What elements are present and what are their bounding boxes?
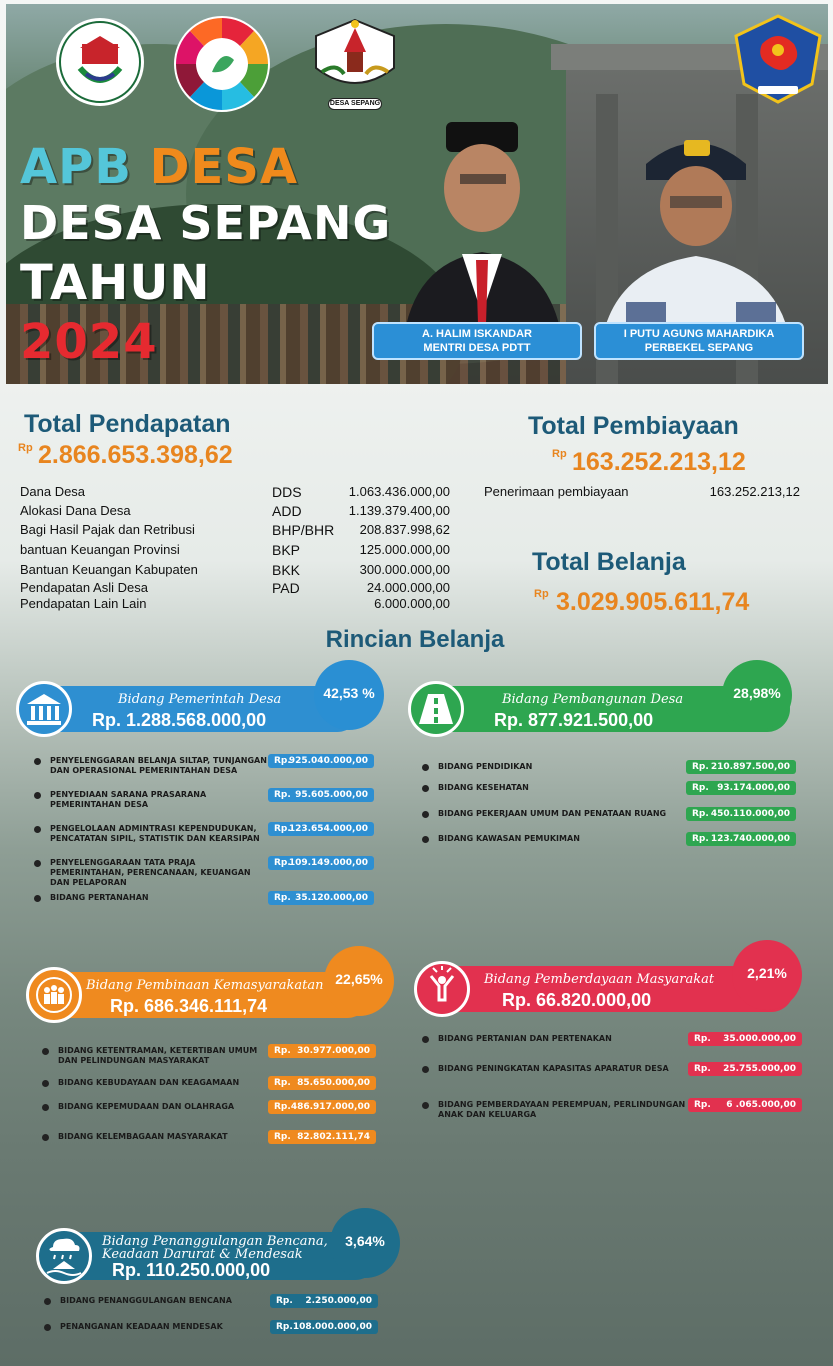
total-belanja-rp: Rp: [534, 588, 549, 600]
minister-title: MENTRI DESA PDTT: [423, 342, 531, 354]
amount-currency: Rp.: [274, 1078, 291, 1088]
kabupaten-buleleng-emblem: [732, 14, 824, 104]
pendapatan-row-name: Alokasi Dana Desa: [20, 503, 131, 518]
amount-value: 6 .065.000,00: [726, 1100, 796, 1110]
total-pembiayaan-label: Total Pembiayaan: [528, 412, 739, 440]
pendapatan-row: [20, 542, 450, 560]
amount-value: 82.802.111,74: [297, 1132, 370, 1142]
amount-value: 109.149.000,00: [288, 858, 368, 868]
belanja-item-amount: [268, 822, 374, 836]
title-line-1: [20, 139, 298, 195]
emblem-caption: DESA SEPANG: [328, 98, 382, 110]
pendapatan-row: [20, 596, 450, 614]
amount-value: 35.120.000,00: [295, 893, 368, 903]
pembiayaan-row-name: Penerimaan pembiayaan: [484, 484, 629, 499]
pendapatan-row-name: Pendapatan Asli Desa: [20, 580, 148, 595]
bullet-icon: [42, 1104, 49, 1111]
belanja-item-label: BIDANG KAWASAN PEMUKIMAN: [438, 834, 580, 843]
section-pemerintahan-pct: 42,53 %: [314, 660, 384, 730]
section-pemberdayaan-amount: Rp. 66.820.000,00: [502, 990, 652, 1010]
amount-value: 486.917.000,00: [290, 1102, 370, 1112]
amount-currency: Rp.: [694, 1064, 711, 1074]
section-pembangunan-pct: 28,98%: [722, 660, 792, 730]
title-line-2: DESA SEPANG: [20, 196, 392, 250]
belanja-item: [422, 1100, 688, 1132]
bullet-icon: [422, 1066, 429, 1073]
pendapatan-row-value: 208.837.998,62: [359, 522, 450, 537]
amount-currency: Rp.: [276, 1322, 293, 1332]
amount-value: 450.110.000,00: [710, 809, 790, 819]
belanja-item-amount: [268, 856, 374, 870]
belanja-item-amount: [270, 1294, 378, 1308]
bullet-icon: [44, 1324, 51, 1331]
belanja-item: [42, 1132, 278, 1164]
belanja-item-label: BIDANG PEMBERDAYAAN PEREMPUAN, PERLINDUNGAN ANAK DAN KELUARGA: [438, 1100, 686, 1119]
pendapatan-row-value: 125.000.000,00: [359, 542, 450, 557]
rincian-belanja-title: Rincian Belanja: [325, 626, 505, 653]
amount-value: 30.977.000,00: [297, 1046, 370, 1056]
belanja-item-label: BIDANG KEPEMUDAAN DAN OLAHRAGA: [58, 1102, 235, 1111]
title-year: 2024: [20, 314, 158, 370]
amount-currency: Rp.: [274, 790, 291, 800]
belanja-item: [42, 1102, 278, 1134]
belanja-item: [42, 1046, 278, 1078]
amount-currency: Rp.: [274, 893, 291, 903]
amount-value: 108.000.000,00: [292, 1322, 372, 1332]
total-belanja-value: 3.029.905.611,74: [556, 588, 750, 616]
amount-currency: Rp.: [274, 1102, 291, 1112]
desa-sepang-emblem: [300, 16, 410, 114]
belanja-item: [44, 1322, 280, 1354]
belanja-item: [34, 756, 272, 788]
belanja-item-amount: [688, 1098, 802, 1112]
amount-value: 123.740.000,00: [710, 834, 790, 844]
bullet-icon: [422, 785, 429, 792]
kemendes-logo: [56, 18, 144, 106]
pendapatan-row-code: BKK: [272, 562, 301, 578]
belanja-item-amount: [268, 891, 374, 905]
belanja-item: [34, 824, 272, 856]
section-pembinaan-pct: 22,65%: [324, 946, 394, 1016]
bullet-icon: [422, 836, 429, 843]
belanja-item-amount: [686, 781, 796, 795]
total-belanja-label: Total Belanja: [532, 548, 686, 576]
section-bencana-amount: Rp. 110.250.000,00: [112, 1260, 271, 1280]
section-pembinaan-amount: Rp. 686.346.111,74: [110, 996, 268, 1016]
pendapatan-row: [20, 503, 450, 521]
amount-currency: Rp.: [692, 762, 709, 772]
belanja-item-label: PENYEDIAAN SARANA PRASARANA PEMERINTAHAN DESA: [50, 790, 207, 809]
perbekel-name-box: [594, 322, 804, 360]
bullet-icon: [422, 764, 429, 771]
amount-value: 35.000.000,00: [723, 1034, 796, 1044]
bullet-icon: [44, 1298, 51, 1305]
amount-currency: Rp.: [692, 809, 709, 819]
pendapatan-row: [20, 522, 450, 540]
section-bencana-name-2: Keadaan Darurat & Mendesak: [102, 1247, 303, 1262]
section-pemberdayaan-pct: 2,21%: [732, 940, 802, 1010]
amount-value: 25.755.000,00: [723, 1064, 796, 1074]
amount-currency: Rp.: [274, 1132, 291, 1142]
amount-value: 85.650.000,00: [297, 1078, 370, 1088]
bullet-icon: [42, 1048, 49, 1055]
belanja-item-label: BIDANG PEKERJAAN UMUM DAN PENATAAN RUANG: [438, 809, 667, 818]
amount-currency: Rp.: [694, 1034, 711, 1044]
community-people-icon: [26, 967, 82, 1023]
government-building-icon: [16, 681, 72, 737]
pendapatan-row-code: BKP: [272, 542, 301, 558]
section-bencana-pct: 3,64%: [330, 1208, 400, 1278]
belanja-item-amount: [268, 754, 374, 768]
belanja-item-label: PENYELENGGARAN BELANJA SILTAP, TUNJANGAN DAN OPERASIONAL PEMERINTAHAN DESA: [50, 756, 267, 775]
belanja-item-amount: [686, 807, 796, 821]
belanja-item-label: PENYELENGGARAAN TATA PRAJA PEMERINTAHAN, PERENCANAAN, KEUANGAN DAN PELAPORAN: [50, 858, 251, 887]
amount-value: 210.897.500,00: [710, 762, 790, 772]
belanja-item-amount: [688, 1032, 802, 1046]
belanja-item-label: PENGELOLAAN ADMINTRASI KEPENDUDUKAN, PENCATATAN SIPIL, STATISTIK DAN KEARSIPAN: [50, 824, 260, 843]
pendapatan-row-value: 6.000.000,00: [374, 596, 450, 611]
bullet-icon: [34, 792, 41, 799]
belanja-item: [34, 790, 272, 822]
section-pemerintahan-amount: Rp. 1.288.568.000,00: [92, 710, 267, 730]
pendapatan-row-code: DDS: [272, 484, 302, 500]
belanja-item-label: BIDANG PENINGKATAN KAPASITAS APARATUR DESA: [438, 1064, 669, 1073]
minister-name-box: [372, 322, 582, 360]
pendapatan-row-name: Pendapatan Lain Lain: [20, 596, 147, 611]
amount-currency: Rp.: [694, 1100, 711, 1110]
bullet-icon: [422, 1102, 429, 1109]
pendapatan-row-name: bantuan Keuangan Provinsi: [20, 542, 180, 557]
section-pembinaan-name: Bidang Pembinaan Kemasyarakatan: [86, 978, 324, 993]
pendapatan-row-name: Bagi Hasil Pajak dan Retribusi: [20, 522, 195, 537]
belanja-item-label: BIDANG KETENTRAMAN, KETERTIBAN UMUM DAN PELINDUNGAN MASYARAKAT: [58, 1046, 258, 1065]
belanja-item-label: BIDANG KEBUDAYAAN DAN KEAGAMAAN: [58, 1078, 240, 1087]
pembiayaan-row: [484, 484, 814, 502]
belanja-item-label: BIDANG KELEMBAGAAN MASYARAKAT: [58, 1132, 228, 1141]
total-pendapatan-label: Total Pendapatan: [24, 410, 231, 438]
amount-value: 925.040.000,00: [288, 756, 368, 766]
title-line-3: TAHUN: [20, 255, 211, 311]
title-apb: APB: [20, 139, 132, 195]
pendapatan-row-name: Dana Desa: [20, 484, 86, 499]
pendapatan-row-value: 1.139.379.400,00: [348, 503, 450, 518]
belanja-item: [422, 1034, 688, 1066]
amount-currency: Rp.: [276, 1296, 293, 1306]
perbekel-title: PERBEKEL SEPANG: [644, 342, 754, 354]
minister-name: A. HALIM ISKANDAR: [422, 328, 532, 340]
pendapatan-row-code: PAD: [272, 580, 300, 596]
total-pendapatan-rp: Rp: [18, 442, 33, 454]
bullet-icon: [422, 811, 429, 818]
bullet-icon: [34, 758, 41, 765]
section-pembangunan-name: Bidang Pembangunan Desa: [502, 692, 684, 707]
bullet-icon: [422, 1036, 429, 1043]
section-pemberdayaan-name: Bidang Pemberdayaan Masyarakat: [484, 972, 715, 987]
belanja-item-amount: [270, 1320, 378, 1334]
amount-currency: Rp.: [274, 824, 291, 834]
pendapatan-row: [20, 562, 450, 580]
belanja-item-label: BIDANG PERTANIAN DAN PERTENAKAN: [438, 1034, 612, 1043]
belanja-item: [422, 1064, 688, 1096]
bullet-icon: [34, 895, 41, 902]
section-bencana-name-1: Bidang Penanggulangan Bencana,: [102, 1234, 328, 1249]
belanja-item-amount: [268, 1076, 376, 1090]
belanja-item-label: BIDANG PENDIDIKAN: [438, 762, 533, 771]
pendapatan-row-name: Bantuan Keuangan Kabupaten: [20, 562, 198, 577]
person-photo-minister: [398, 114, 568, 354]
belanja-item-amount: [268, 1100, 376, 1114]
road-icon: [408, 681, 464, 737]
person-photo-perbekel: [596, 122, 796, 354]
disaster-rain-house-icon: [36, 1228, 92, 1284]
pembiayaan-row-value: 163.252.213,12: [709, 484, 800, 499]
belanja-item-label: PENANGANAN KEADAAN MENDESAK: [60, 1322, 223, 1331]
belanja-item-label: BIDANG KESEHATAN: [438, 783, 529, 792]
amount-value: 2.250.000,00: [305, 1296, 372, 1306]
belanja-item-amount: [686, 760, 796, 774]
bullet-icon: [42, 1080, 49, 1087]
amount-currency: Rp.: [274, 858, 291, 868]
header-banner: [6, 4, 828, 384]
pendapatan-row-code: ADD: [272, 503, 302, 519]
belanja-item-amount: [268, 1130, 376, 1144]
belanja-item-label: BIDANG PERTANAHAN: [50, 893, 149, 902]
amount-value: 123.654.000,00: [288, 824, 368, 834]
title-desa: DESA: [149, 139, 298, 195]
amount-value: 95.605.000,00: [295, 790, 368, 800]
belanja-item-amount: [268, 1044, 376, 1058]
section-pemerintahan-name: Bidang Pemerintah Desa: [118, 692, 282, 707]
bullet-icon: [34, 826, 41, 833]
pendapatan-row-value: 300.000.000,00: [359, 562, 450, 577]
amount-currency: Rp.: [274, 756, 291, 766]
belanja-item-amount: [688, 1062, 802, 1076]
total-pembiayaan-rp: Rp: [552, 448, 567, 460]
sdgs-desa-logo: [174, 16, 270, 112]
pendapatan-row-value: 1.063.436.000,00: [348, 484, 450, 499]
bullet-icon: [42, 1134, 49, 1141]
empowered-person-icon: [414, 961, 470, 1017]
belanja-item-amount: [268, 788, 374, 802]
pendapatan-row-code: BHP/BHR: [272, 522, 335, 538]
amount-value: 93.174.000,00: [717, 783, 790, 793]
total-pembiayaan-value: 163.252.213,12: [572, 448, 746, 476]
belanja-item: [34, 893, 272, 925]
pendapatan-row: [20, 484, 450, 502]
section-pembangunan-amount: Rp. 877.921.500,00: [494, 710, 654, 730]
belanja-item: [422, 834, 688, 866]
perbekel-name: I PUTU AGUNG MAHARDIKA: [623, 328, 775, 340]
pendapatan-row-value: 24.000.000,00: [366, 580, 450, 595]
bullet-icon: [34, 860, 41, 867]
amount-currency: Rp.: [692, 783, 709, 793]
amount-currency: Rp.: [692, 834, 709, 844]
belanja-item-label: BIDANG PENANGGULANGAN BENCANA: [60, 1296, 232, 1305]
belanja-item-amount: [686, 832, 796, 846]
belanja-item: [34, 858, 272, 890]
amount-currency: Rp.: [274, 1046, 291, 1056]
total-pendapatan-value: 2.866.653.398,62: [38, 441, 233, 469]
